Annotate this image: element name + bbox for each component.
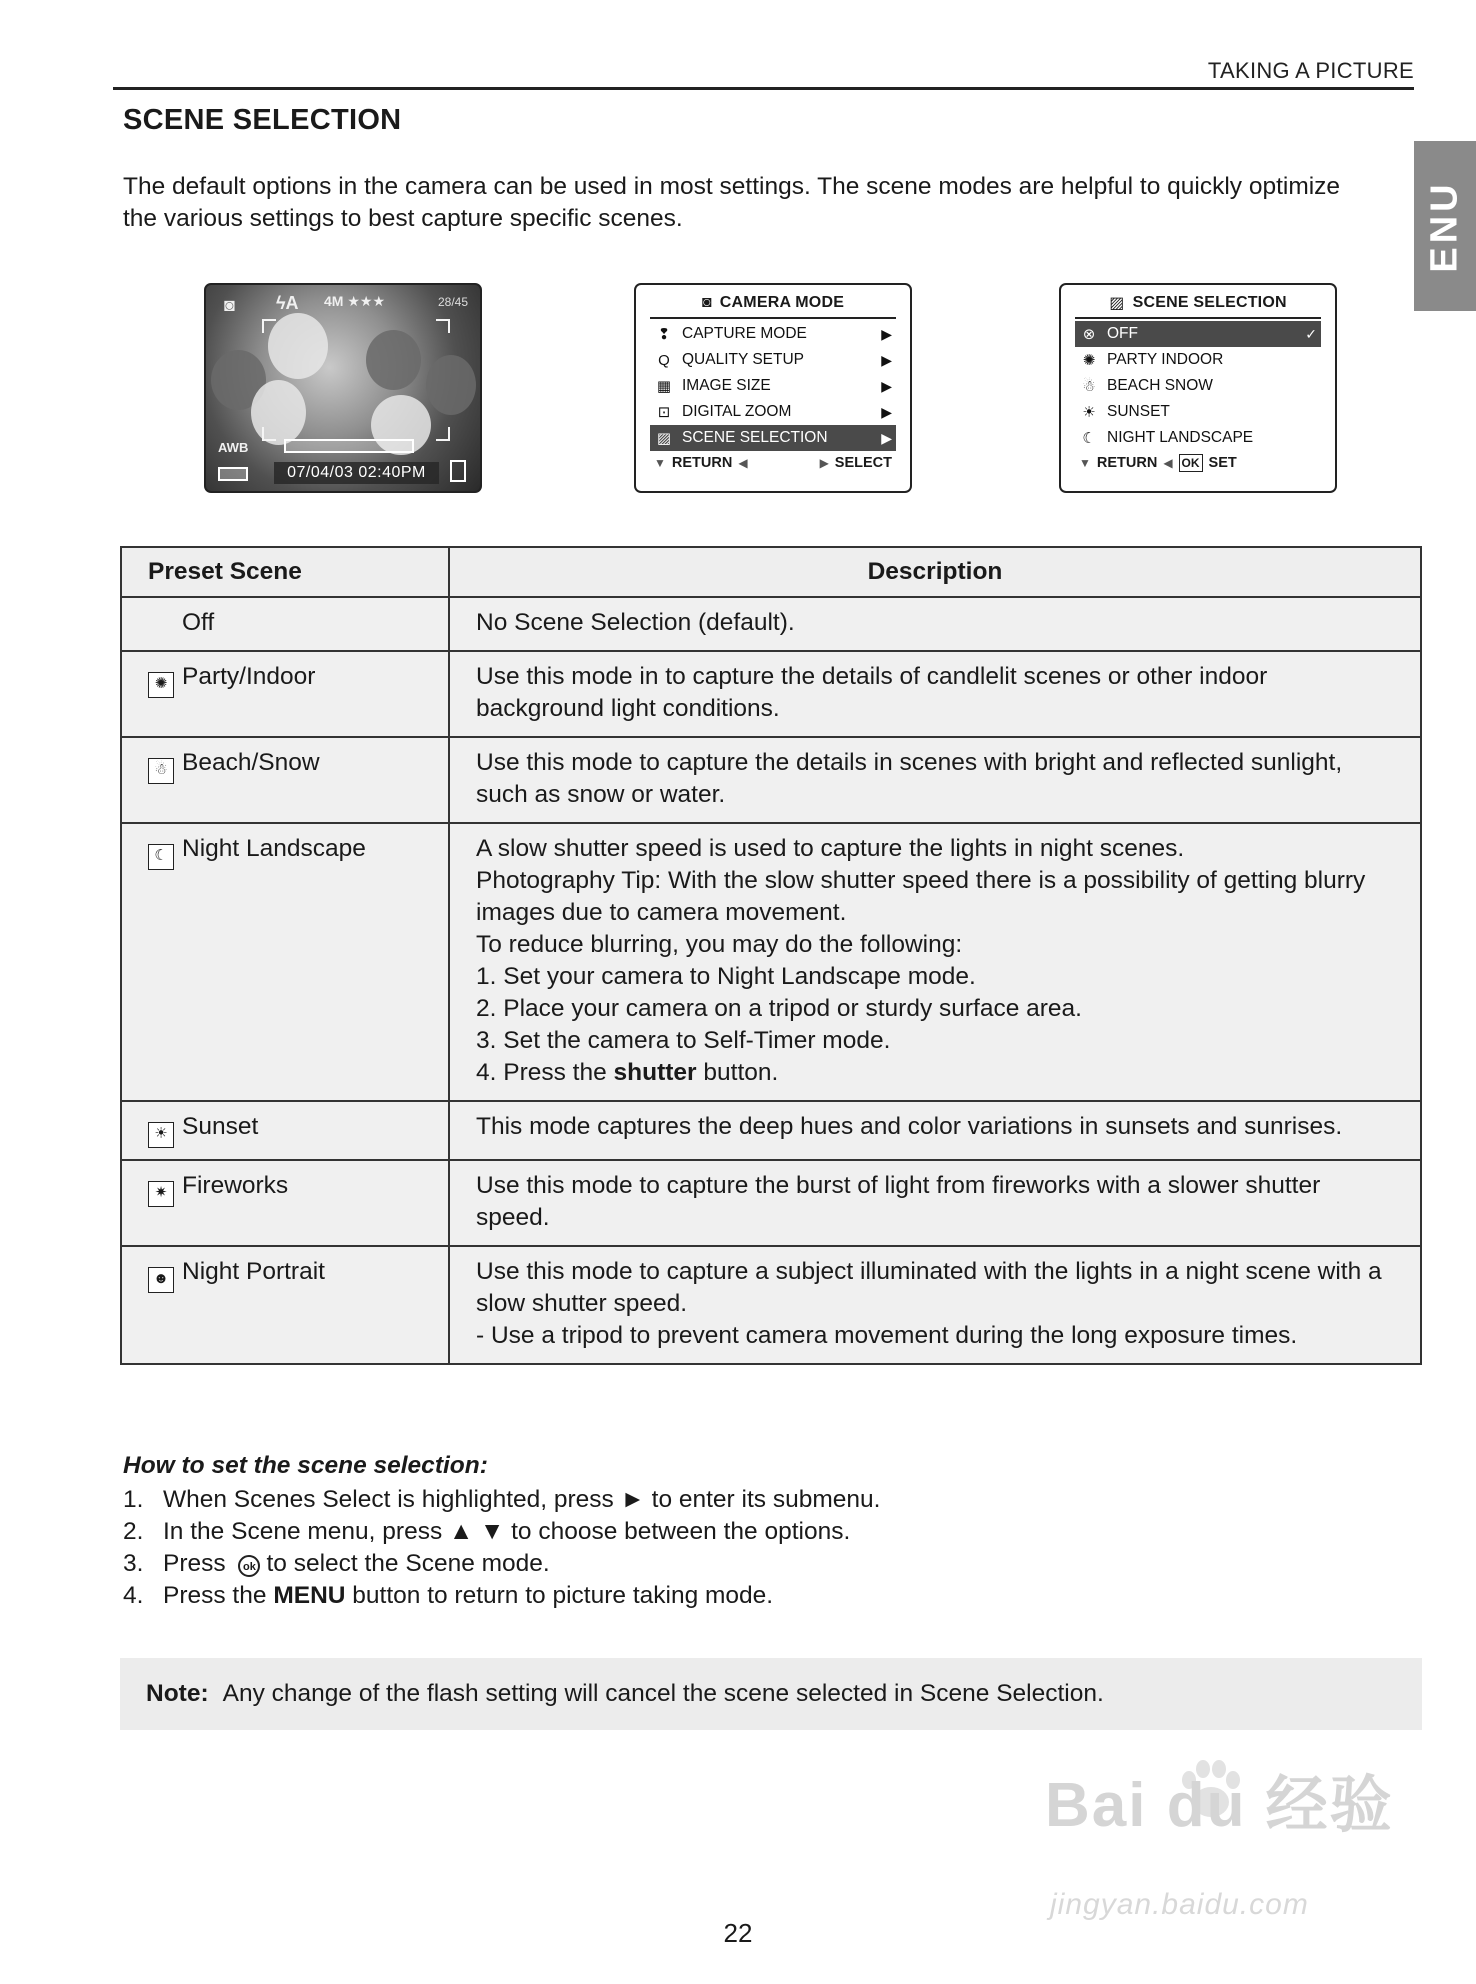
night-portrait-icon: ☻ bbox=[148, 1267, 174, 1293]
arrow-right-icon: ▶ bbox=[819, 456, 829, 470]
table-header-row bbox=[121, 547, 1421, 597]
scene-icon: ▨ bbox=[1109, 295, 1125, 312]
sunset-icon: ☀ bbox=[1082, 404, 1096, 421]
description-text: - Use a tripod to prevent camera movement during the long exposure times. bbox=[476, 1322, 1298, 1349]
column-header-preset-scene: Preset Scene bbox=[121, 547, 449, 597]
description-cell bbox=[449, 651, 1421, 737]
ok-button-icon: ok bbox=[238, 1555, 260, 1577]
chevron-right-icon: ▶ bbox=[881, 429, 892, 446]
image-size-icon: ▦ bbox=[656, 378, 672, 395]
chevron-right-icon: ▶ bbox=[881, 403, 892, 420]
ok-button-icon: OK bbox=[1179, 454, 1203, 472]
menu-item-label: OFF bbox=[1107, 325, 1138, 342]
howto-steps bbox=[123, 1484, 880, 1612]
camera-mode-menu-title bbox=[650, 289, 896, 319]
scene-selection-menu-screen bbox=[1059, 283, 1337, 493]
scene-selection-menu-footer bbox=[1061, 451, 1335, 475]
chevron-right-icon: ▶ bbox=[881, 325, 892, 342]
table-row bbox=[121, 651, 1421, 737]
table-row bbox=[121, 597, 1421, 651]
description-cell bbox=[449, 1160, 1421, 1246]
off-icon: ⊗ bbox=[1082, 326, 1096, 343]
menu-item-label: SCENE SELECTION bbox=[682, 429, 828, 446]
datetime-stamp: 07/04/03 02:40PM bbox=[274, 462, 439, 484]
capture-mode-icon: ❢ bbox=[657, 326, 671, 343]
watermark-url: jingyan.baidu.com bbox=[1050, 1888, 1309, 1921]
party-indoor-icon: ✺ bbox=[148, 672, 174, 698]
step-text bbox=[163, 1548, 550, 1580]
menu-item-label: BEACH SNOW bbox=[1107, 377, 1213, 394]
arrow-down-icon: ▼ bbox=[654, 456, 666, 470]
flash-auto-icon: ϟA bbox=[276, 293, 299, 313]
table-row bbox=[121, 1160, 1421, 1246]
description-text: A slow shutter speed is used to capture the lights in night scenes. bbox=[476, 835, 1185, 862]
menu-item-label: PARTY INDOOR bbox=[1107, 351, 1224, 368]
intro-paragraph: The default options in the camera can be used in most settings. The scene modes are helpful to quickly optimize the various settings to best capture specific scenes. bbox=[123, 173, 1341, 232]
shutter-emphasis: shutter bbox=[613, 1059, 697, 1086]
description-text: This mode captures the deep hues and color variations in sunsets and sunrises. bbox=[476, 1113, 1343, 1140]
scene-icon: ▨ bbox=[656, 430, 672, 447]
description-text: Use this mode to capture a subject illuminated with the lights in a night scene with a slow shutter speed. bbox=[476, 1258, 1382, 1317]
scene-name: Sunset bbox=[182, 1113, 259, 1140]
step-text: When Scenes Select is highlighted, press ► to enter its submenu. bbox=[163, 1486, 881, 1513]
arrow-left-icon: ◀ bbox=[1163, 456, 1173, 470]
menu-item-off[interactable] bbox=[1075, 321, 1321, 347]
set-label[interactable]: SET bbox=[1208, 455, 1237, 471]
howto-step bbox=[123, 1516, 880, 1548]
header-divider bbox=[113, 87, 1414, 90]
camera-mode-menu-footer bbox=[636, 451, 910, 475]
focus-frame-corner bbox=[262, 427, 276, 441]
camera-mode-title-text: CAMERA MODE bbox=[719, 294, 845, 311]
description-cell bbox=[449, 737, 1421, 823]
table-row bbox=[121, 823, 1421, 1101]
menu-item-scene-selection[interactable] bbox=[650, 425, 896, 451]
night-landscape-icon: ☾ bbox=[1082, 430, 1096, 447]
digital-zoom-icon: ⊡ bbox=[657, 404, 671, 421]
howto-step bbox=[123, 1484, 880, 1516]
photo-child-face bbox=[426, 355, 476, 415]
focus-frame-corner bbox=[436, 319, 450, 333]
beach-snow-icon: ☃ bbox=[148, 758, 174, 784]
menu-item-capture-mode[interactable] bbox=[650, 321, 896, 347]
note-label: Note: bbox=[146, 1680, 209, 1707]
shot-counter: 28/45 bbox=[437, 295, 468, 309]
column-header-description: Description bbox=[449, 547, 1421, 597]
menu-item-party-indoor[interactable] bbox=[1075, 347, 1321, 373]
scene-name: Beach/Snow bbox=[182, 749, 320, 776]
description-text: 3. Set the camera to Self-Timer mode. bbox=[476, 1027, 891, 1054]
description-text: Use this mode to capture the burst of light from fireworks with a slower shutter speed. bbox=[476, 1172, 1321, 1231]
scene-selection-menu-title bbox=[1075, 289, 1321, 319]
photo-child-face bbox=[366, 330, 421, 390]
step-number: 1. bbox=[123, 1486, 144, 1513]
howto-step bbox=[123, 1580, 880, 1612]
page-number: 22 bbox=[723, 1918, 753, 1948]
chevron-right-icon: ▶ bbox=[881, 377, 892, 394]
arrow-left-icon: ◀ bbox=[738, 456, 748, 470]
step-text-post: button to return to picture taking mode. bbox=[352, 1582, 774, 1609]
menu-item-sunset[interactable] bbox=[1075, 399, 1321, 425]
watermark-brand: Bai du 经验 bbox=[1045, 1771, 1394, 1840]
step-text-post: to select the Scene mode. bbox=[266, 1550, 550, 1577]
blank-icon bbox=[148, 608, 174, 634]
table-row bbox=[121, 737, 1421, 823]
beach-snow-icon: ☃ bbox=[1082, 378, 1096, 395]
menu-item-beach-snow[interactable] bbox=[1075, 373, 1321, 399]
scene-name-cell bbox=[121, 1160, 449, 1246]
description-cell bbox=[449, 1246, 1421, 1364]
menu-item-quality-setup[interactable] bbox=[650, 347, 896, 373]
night-landscape-icon: ☾ bbox=[148, 844, 174, 870]
scene-name: Off bbox=[182, 609, 215, 636]
description-text: No Scene Selection (default). bbox=[476, 609, 795, 636]
fireworks-icon: ✷ bbox=[148, 1181, 174, 1207]
description-text: 2. Place your camera on a tripod or sturdy surface area. bbox=[476, 995, 1082, 1022]
note-text: Any change of the flash setting will cancel the scene selected in Scene Selection. bbox=[222, 1680, 1104, 1707]
zoom-bar bbox=[284, 439, 414, 453]
menu-item-label: QUALITY SETUP bbox=[682, 351, 805, 368]
scene-name-cell bbox=[121, 1101, 449, 1160]
camera-mode-menu-screen bbox=[634, 283, 912, 493]
page-title: SCENE SELECTION bbox=[123, 104, 402, 136]
focus-frame-corner bbox=[262, 319, 276, 333]
photo-child-face bbox=[251, 380, 306, 445]
return-label[interactable]: RETURN bbox=[1096, 455, 1158, 471]
scene-selection-title-text: SCENE SELECTION bbox=[1132, 294, 1287, 311]
language-tab-label: ENU bbox=[1423, 179, 1466, 273]
memory-card-icon bbox=[450, 460, 466, 482]
section-header: TAKING A PICTURE bbox=[1207, 58, 1414, 83]
step-text: In the Scene menu, press ▲ ▼ to choose between the options. bbox=[163, 1518, 851, 1545]
menu-item-label: CAPTURE MODE bbox=[682, 325, 807, 342]
quality-icon: Q bbox=[658, 351, 670, 369]
menu-key-label: MENU bbox=[273, 1582, 346, 1609]
sunset-icon: ☀ bbox=[148, 1122, 174, 1148]
chevron-right-icon: ▶ bbox=[881, 351, 892, 368]
description-text: Use this mode in to capture the details of candlelit scenes or other indoor background light conditions. bbox=[476, 663, 1268, 722]
note-box bbox=[120, 1658, 1422, 1730]
step-number: 3. bbox=[123, 1550, 144, 1577]
description-text: Use this mode to capture the details in scenes with bright and reflected sunlight, such as snow or water. bbox=[476, 749, 1343, 808]
scene-name-cell bbox=[121, 651, 449, 737]
step-number: 2. bbox=[123, 1518, 144, 1545]
description-text: To reduce blurring, you may do the following: bbox=[476, 931, 963, 958]
scene-selection-menu-list bbox=[1061, 321, 1335, 451]
step-number: 4. bbox=[123, 1582, 144, 1609]
focus-frame-corner bbox=[436, 427, 450, 441]
scene-name: Night Portrait bbox=[182, 1258, 325, 1285]
menu-item-label: DIGITAL ZOOM bbox=[682, 403, 792, 420]
description-cell bbox=[449, 597, 1421, 651]
menu-item-night-landscape[interactable] bbox=[1075, 425, 1321, 451]
description-text: 4. Press the shutter button. bbox=[476, 1059, 779, 1086]
battery-icon bbox=[218, 467, 248, 481]
table-row bbox=[121, 1246, 1421, 1364]
howto-step bbox=[123, 1548, 880, 1580]
description-text: 1. Set your camera to Night Landscape mode. bbox=[476, 963, 976, 990]
step-text-pre: Press bbox=[163, 1550, 226, 1577]
return-label[interactable]: RETURN bbox=[671, 455, 733, 471]
scene-name-cell bbox=[121, 597, 449, 651]
description-cell bbox=[449, 823, 1421, 1101]
scene-name-cell bbox=[121, 823, 449, 1101]
scene-name: Fireworks bbox=[182, 1172, 289, 1199]
camera-icon: ◙ bbox=[701, 294, 712, 311]
select-label[interactable]: SELECT bbox=[834, 455, 892, 471]
description-cell bbox=[449, 1101, 1421, 1160]
menu-item-label: NIGHT LANDSCAPE bbox=[1107, 429, 1254, 446]
camera-preview-screen bbox=[204, 283, 482, 493]
camera-mode-menu-list bbox=[636, 321, 910, 451]
party-indoor-icon: ✺ bbox=[1082, 352, 1096, 369]
step-text-pre: Press the bbox=[163, 1582, 267, 1609]
scene-name: Night Landscape bbox=[182, 835, 366, 862]
camera-icon: ◙ bbox=[224, 295, 235, 315]
scene-name-cell bbox=[121, 737, 449, 823]
white-balance-indicator: AWB bbox=[218, 440, 249, 455]
scene-name-cell bbox=[121, 1246, 449, 1364]
menu-item-label: SUNSET bbox=[1107, 403, 1170, 420]
language-tab bbox=[1414, 141, 1476, 311]
menu-item-label: IMAGE SIZE bbox=[682, 377, 771, 394]
description-text: Photography Tip: With the slow shutter speed there is a possibility of getting blurry images due to camera movement. bbox=[476, 867, 1366, 926]
howto-title: How to set the scene selection: bbox=[123, 1452, 488, 1479]
preset-scene-table bbox=[120, 546, 1422, 1365]
table-row bbox=[121, 1101, 1421, 1160]
menu-item-image-size[interactable] bbox=[650, 373, 896, 399]
menu-item-digital-zoom[interactable] bbox=[650, 399, 896, 425]
step-text bbox=[163, 1580, 773, 1612]
scene-name: Party/Indoor bbox=[182, 663, 316, 690]
arrow-down-icon: ▼ bbox=[1079, 456, 1091, 470]
photo-child-face bbox=[268, 313, 328, 379]
checkmark-icon: ✓ bbox=[1305, 325, 1317, 342]
quality-indicator: 4M ★★★ bbox=[324, 293, 385, 309]
